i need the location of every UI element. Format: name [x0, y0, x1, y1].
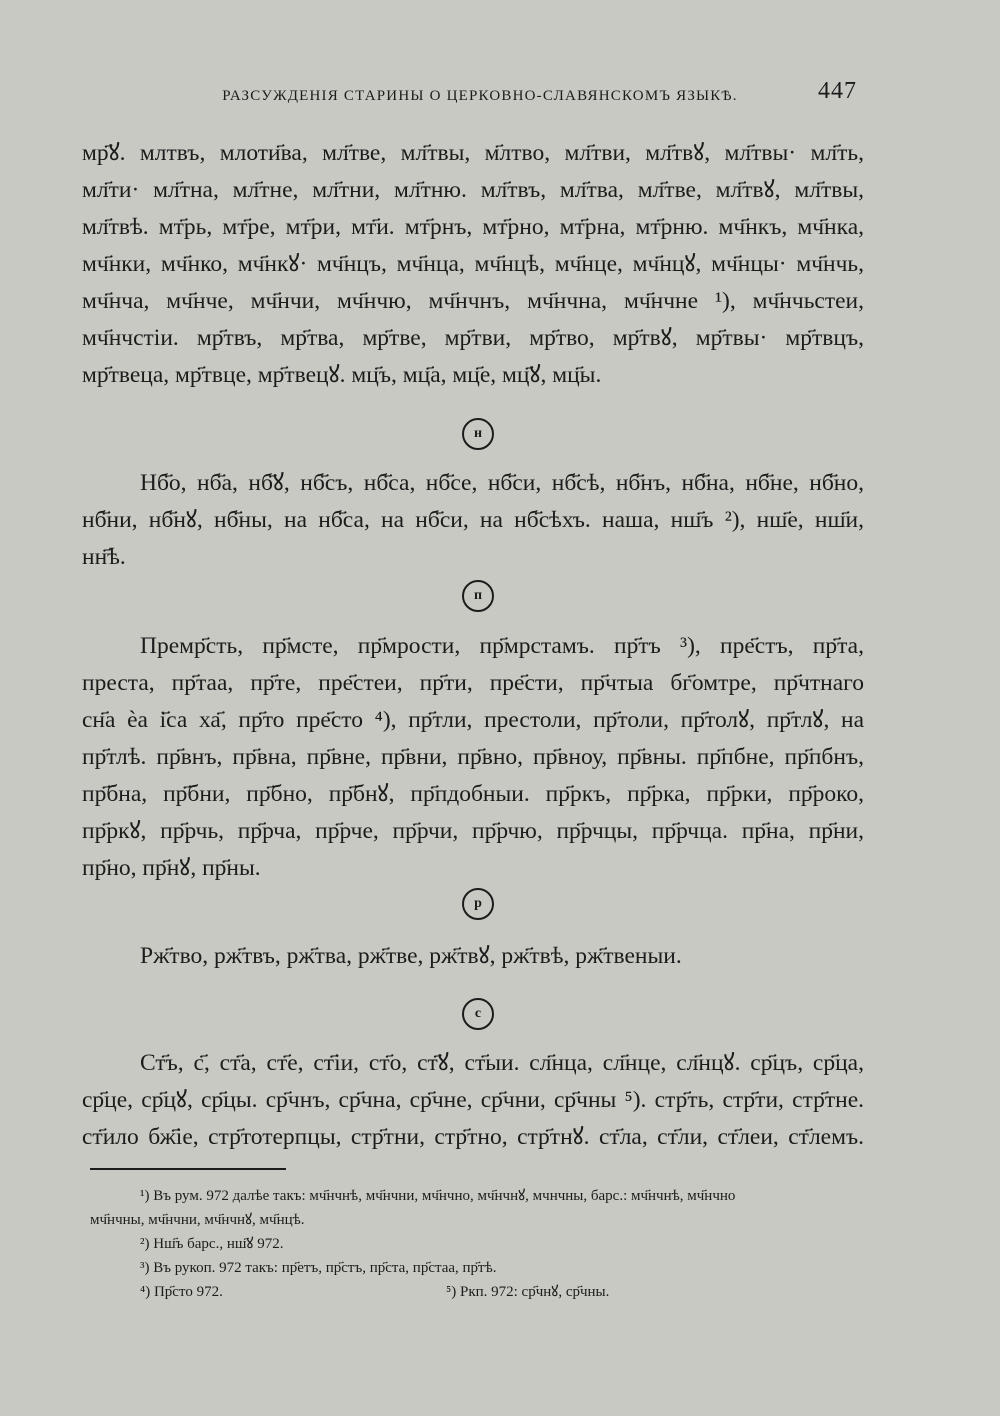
- footnote-3: ³) Въ рукоп. 972 такъ: пр҃етъ, пр҃стъ, пр҃ста, пр҃стаа, пр҃тѣ.: [140, 1260, 497, 1276]
- footnote-divider: [90, 1168, 286, 1170]
- text-line: Премр҃сть, пр҃мсте, пр҃мрости, пр҃мрстамъ. пр҃тъ ³), пре҃стъ, пр҃та,: [140, 633, 864, 659]
- running-title: РАЗСУЖДЕНІЯ СТАРИНЫ О ЦЕРКОВНО-СЛАВЯНСКОМЪ ЯЗЫКѢ.: [222, 88, 738, 104]
- section-mark-s: с: [462, 998, 494, 1030]
- text-line: мр҃ꙋ. млтвъ, млоти҃ва, мл҃тве, мл҃твы, м҃лтво, мл҃тви, мл҃твꙋ, мл҃твы· мл҃ть,: [82, 140, 864, 166]
- text-line: ст҃ило бж҃іе, стр҃тотерпцы, стр҃тни, стр҃тно, стр҃тнꙋ. ст҃ла, ст҃ли, ст҃леи, ст҃лемъ.: [82, 1124, 864, 1150]
- text-line: мч҃нки, мч҃нко, мч҃нкꙋ· мч҃нцъ, мч҃нца, мч҃нцѣ, мч҃нце, мч҃нцꙋ, мч҃нцы· мч҃нчь,: [82, 251, 864, 277]
- footnote-1-cont: мч҃нчны, мч҃нчни, мч҃нчнꙋ, мч҃нцѣ.: [90, 1212, 305, 1228]
- text-line: пр҃ркꙋ, пр҃рчь, пр҃рча, пр҃рче, пр҃рчи, пр҃рчю, пр҃рчцы, пр҃рчца. пр҃на, пр҃ни,: [82, 818, 864, 844]
- text-line: ср҃це, ср҃цꙋ, ср҃цы. ср҃чнъ, ср҃чна, ср҃чне, ср҃чни, ср҃чны ⁵). стр҃ть, стр҃ти, стр҃тне.: [82, 1087, 864, 1113]
- text-line: пр҃бна, пр҃бни, пр҃бно, пр҃бнꙋ, пр҃пдобныи. пр҃ркъ, пр҃рка, пр҃рки, пр҃роко,: [82, 781, 864, 807]
- page-number: 447: [818, 78, 857, 104]
- text-line: преста, пр҃таа, пр҃те, пре҃стеи, пр҃ти, пре҃сти, пр҃чтыа бг҃омтре, пр҃чтнаго: [82, 670, 864, 696]
- text-line: нб҃ни, нб҃нꙋ, нб҃ны, на нб҃са, на нб҃си, на нб҃сѣхъ. наша, нш҃ъ ²), нш҃е, нш҃и,: [82, 507, 864, 533]
- footnote-1: ¹) Въ рум. 972 далѣе такъ: мч҃нчнѣ, мч҃нчни, мч҃нчно, мч҃нчнꙋ, мчнчны, барс.: мч҃нчнѣ, мч҃нчно: [140, 1188, 736, 1204]
- text-line: мр҃твеца, мр҃твце, мр҃твецꙋ. мц҃ъ, мц҃а, мц҃е, мц҃ꙋ, мц҃ы.: [82, 362, 602, 388]
- text-line: Рж҃тво, рж҃твъ, рж҃тва, рж҃тве, рж҃твꙋ, рж҃твѣ, рж҃твеныи.: [140, 943, 682, 969]
- text-line: мл҃твѣ. мт҃рь, мт҃ре, мт҃ри, мт҃и. мт҃рнъ, мт҃рно, мт҃рна, мт҃рню. мч҃нкъ, мч҃нка,: [82, 214, 864, 240]
- text-line: сн҃а ѐа і҃са ха҃, пр҃то пре҃сто ⁴), пр҃тли, престоли, пр҃толи, пр҃толꙋ, пр҃тлꙋ, на: [82, 707, 864, 733]
- footnote-5: ⁵) Ркп. 972: ср҃чнꙋ, ср҃чны.: [446, 1284, 610, 1300]
- text-line: Ст҃ъ, с҃, ст҃а, ст҃е, ст҃іи, ст҃о, ст҃ꙋ, ст҃ыи. сл҃нца, сл҃нце, сл҃нцꙋ. ср҃цъ, ср҃ца,: [140, 1050, 864, 1076]
- section-mark-n: н: [462, 418, 494, 450]
- footnote-2: ²) Нш҃ъ барс., нш҃ꙋ 972.: [140, 1236, 284, 1252]
- text-line: мч҃нча, мч҃нче, мч҃нчи, мч҃нчю, мч҃нчнъ, мч҃нчна, мч҃нчне ¹), мч҃нчьстеи,: [82, 288, 864, 314]
- text-line: Нб҃о, нб҃а, нб҃ꙋ, нб҃съ, нб҃са, нб҃се, нб҃си, нб҃сѣ, нб҃нъ, нб҃на, нб҃не, нб҃но,: [140, 470, 864, 496]
- text-line: мл҃ти· мл҃тна, мл҃тне, мл҃тни, мл҃тню. мл҃твъ, мл҃тва, мл҃тве, мл҃твꙋ, мл҃твы,: [82, 177, 864, 203]
- footnote-4: ⁴) Пр҃сто 972.: [140, 1284, 223, 1300]
- text-line: пр҃но, пр҃нꙋ, пр҃ны.: [82, 855, 261, 881]
- section-mark-p: п: [462, 580, 494, 612]
- section-mark-r: р: [462, 888, 494, 920]
- text-line: нн҃ѣ.: [82, 544, 126, 570]
- text-line: мч҃нчстіи. мр҃твъ, мр҃тва, мр҃тве, мр҃тви, мр҃тво, мр҃твꙋ, мр҃твы· мр҃твцъ,: [82, 325, 864, 351]
- text-line: пр҃тлѣ. пр҃внъ, пр҃вна, пр҃вне, пр҃вни, пр҃вно, пр҃вноу, пр҃вны. пр҃пбне, пр҃пбнъ,: [82, 744, 864, 770]
